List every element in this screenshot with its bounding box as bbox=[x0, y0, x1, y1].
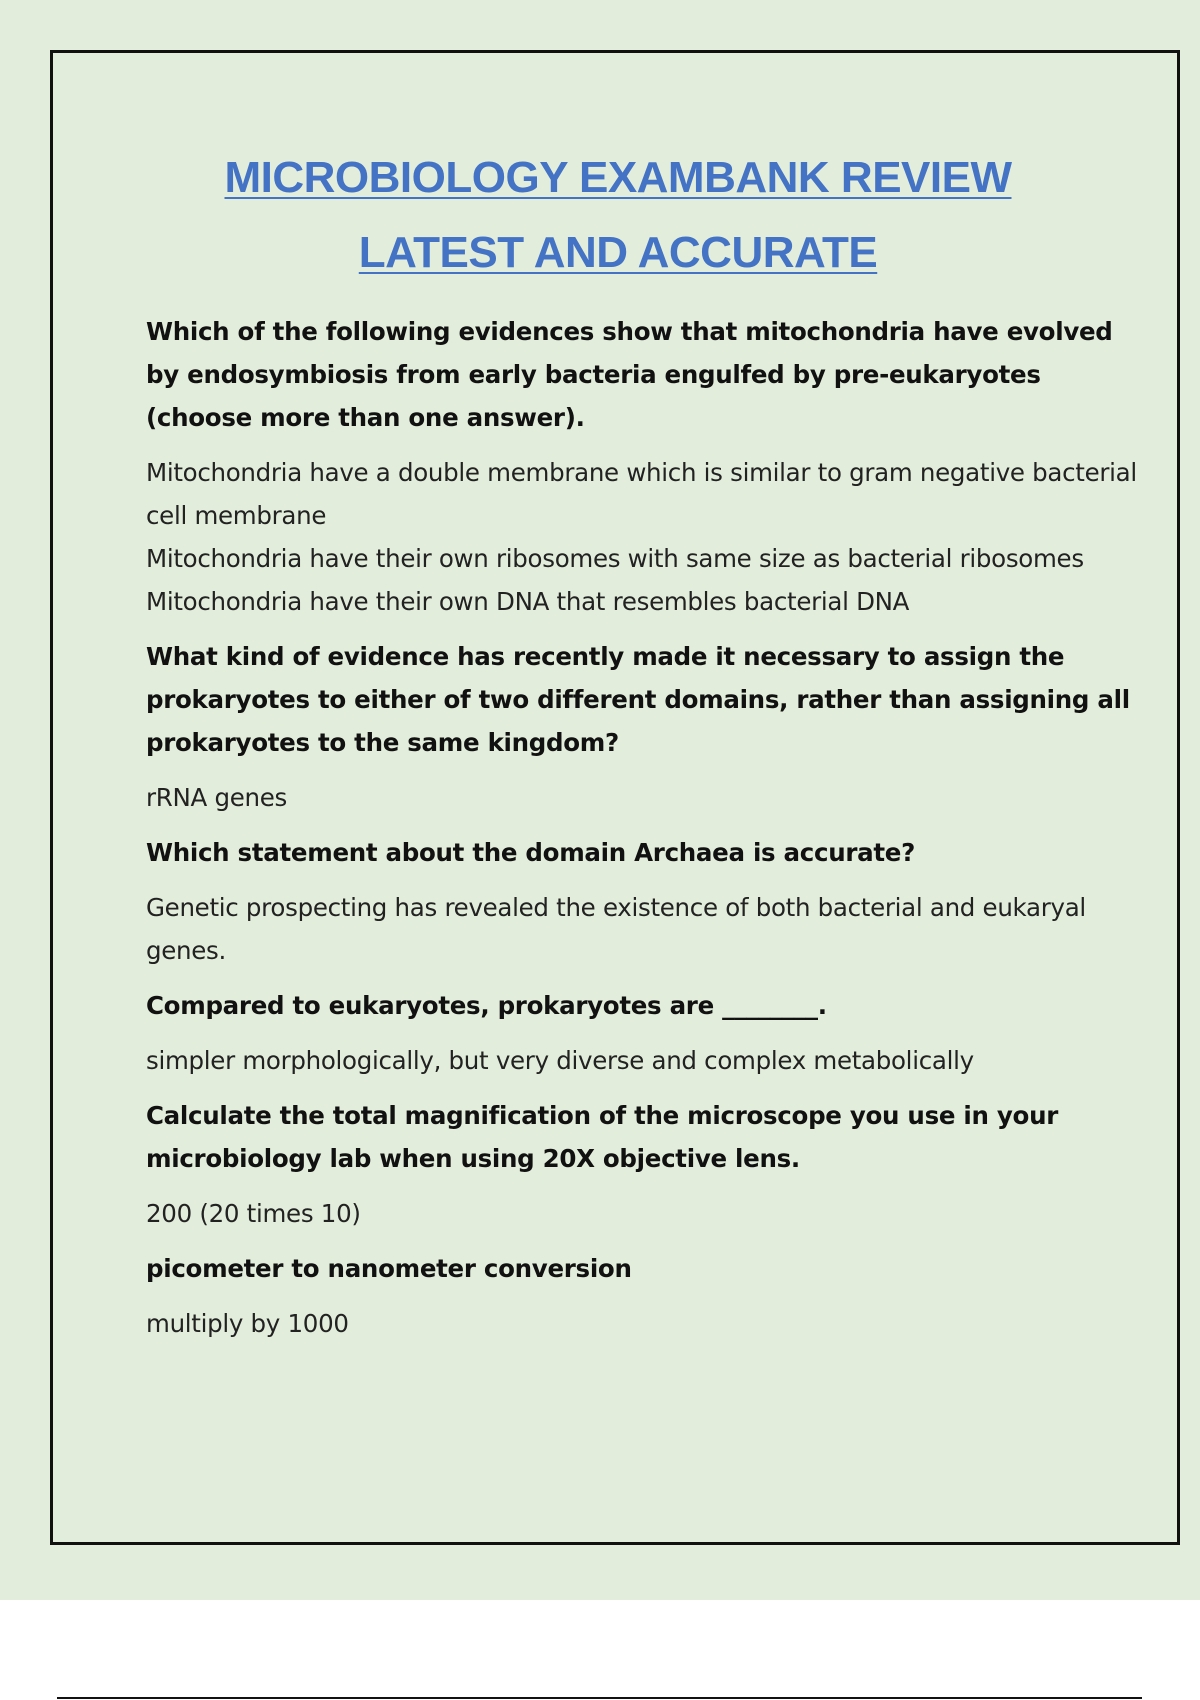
question-3: Which statement about the domain Archaea is accurate? bbox=[146, 838, 916, 867]
document-title-line-2: LATEST AND ACCURATE bbox=[358, 228, 878, 277]
answer-3-1: Genetic prospecting has revealed the existence of both bacterial and eukaryal genes. bbox=[146, 893, 1086, 965]
answer-6-1: multiply by 1000 bbox=[146, 1309, 349, 1338]
question-2: What kind of evidence has recently made it necessary to assign the prokaryotes to either of two different domains, rather than assigning all prokaryotes to the same kingdom? bbox=[146, 642, 1130, 757]
document-title-line-1: MICROBIOLOGY EXAMBANK REVIEW bbox=[224, 153, 1012, 202]
answer-list-1 bbox=[146, 451, 1146, 623]
answer-1-2: Mitochondria have their own ribosomes with same size as bacterial ribosomes bbox=[146, 544, 1084, 573]
qa-content bbox=[146, 310, 1146, 1357]
question-1: Which of the following evidences show that mitochondria have evolved by endosymbiosis from early bacteria engulfed by pre-eukaryotes (choose more than one answer). bbox=[146, 317, 1113, 432]
document-frame bbox=[50, 50, 1180, 1545]
question-4: Compared to eukaryotes, prokaryotes are ________. bbox=[146, 991, 827, 1020]
footer-rule bbox=[57, 1697, 1142, 1699]
question-6: picometer to nanometer conversion bbox=[146, 1254, 632, 1283]
answer-5-1: 200 (20 times 10) bbox=[146, 1199, 361, 1228]
question-5: Calculate the total magnification of the microscope you use in your microbiology lab when using 20X objective lens. bbox=[146, 1101, 1058, 1173]
answer-4-1: simpler morphologically, but very diverse and complex metabolically bbox=[146, 1046, 974, 1075]
answer-2-1: rRNA genes bbox=[146, 783, 287, 812]
answer-1-3: Mitochondria have their own DNA that resembles bacterial DNA bbox=[146, 587, 910, 616]
answer-1-1: Mitochondria have a double membrane which is similar to gram negative bacterial cell membrane bbox=[146, 458, 1137, 530]
